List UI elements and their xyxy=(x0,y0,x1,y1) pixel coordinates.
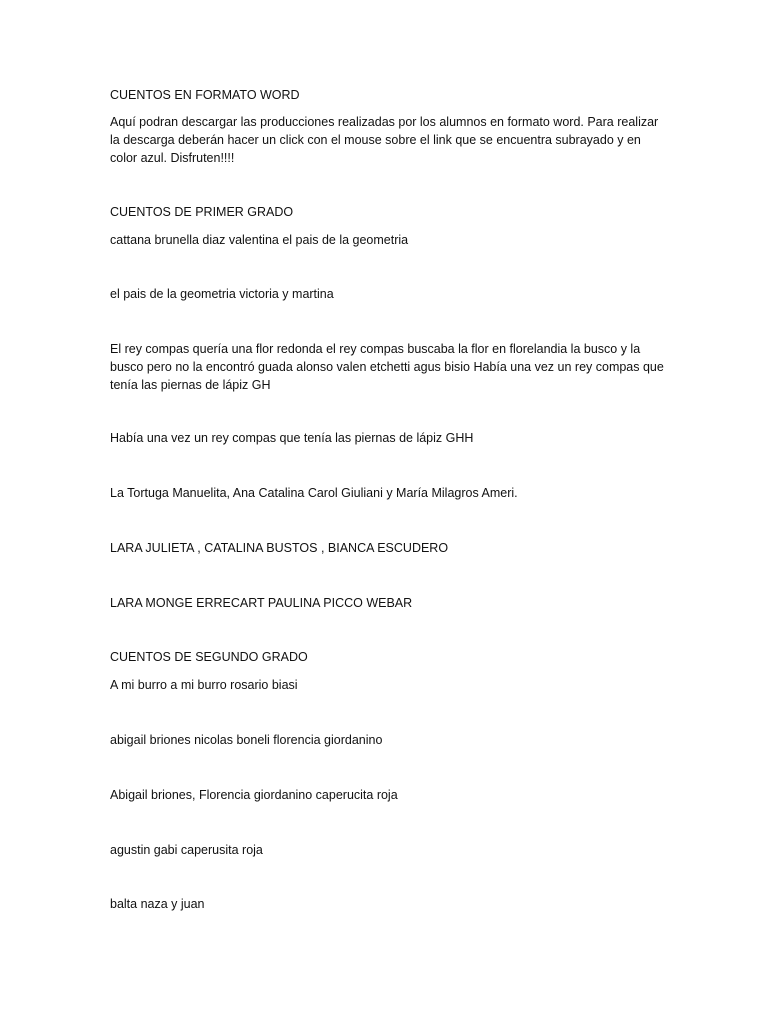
story-link-primer-3[interactable]: El rey compas quería una flor redonda el rey compas buscaba la flor en florelandia la busco y la busco pero no la encontró guada alonso valen etchetti agus bisio Había una vez un rey compas que tenía las piernas de lápiz GH xyxy=(110,342,664,392)
story-link-primer-1[interactable]: cattana brunella diaz valentina el pais de la geometria xyxy=(110,233,409,247)
story-link-segundo-5[interactable]: balta naza y juan xyxy=(110,897,205,911)
story-link-segundo-3[interactable]: Abigail briones, Florencia giordanino caperucita roja xyxy=(110,788,398,802)
story-link-primer-2[interactable]: el pais de la geometria victoria y martina xyxy=(110,287,334,301)
section-heading-word: CUENTOS EN FORMATO WORD xyxy=(110,88,300,102)
story-link-segundo-1[interactable]: A mi burro a mi burro rosario biasi xyxy=(110,678,298,692)
story-link-primer-5[interactable]: La Tortuga Manuelita, Ana Catalina Carol Giuliani y María Milagros Ameri. xyxy=(110,486,518,500)
section-heading-segundo: CUENTOS DE SEGUNDO GRADO xyxy=(110,650,308,664)
story-link-segundo-4[interactable]: agustin gabi caperusita roja xyxy=(110,843,263,857)
intro-paragraph: Aquí podran descargar las producciones realizadas por los alumnos en formato word. Para realizar la descarga deberán hacer un click con el mouse sobre el link que se encuentra subrayado y en color azul. Disfruten!!!! xyxy=(110,115,659,165)
story-link-segundo-2[interactable]: abigail briones nicolas boneli florencia giordanino xyxy=(110,733,383,747)
story-link-primer-4[interactable]: Había una vez un rey compas que tenía las piernas de lápiz GHH xyxy=(110,431,474,445)
story-link-primer-7[interactable]: LARA MONGE ERRECART PAULINA PICCO WEBAR xyxy=(110,596,413,610)
section-heading-primer: CUENTOS DE PRIMER GRADO xyxy=(110,205,294,219)
story-link-primer-6[interactable]: LARA JULIETA , CATALINA BUSTOS , BIANCA ESCUDERO xyxy=(110,541,449,555)
